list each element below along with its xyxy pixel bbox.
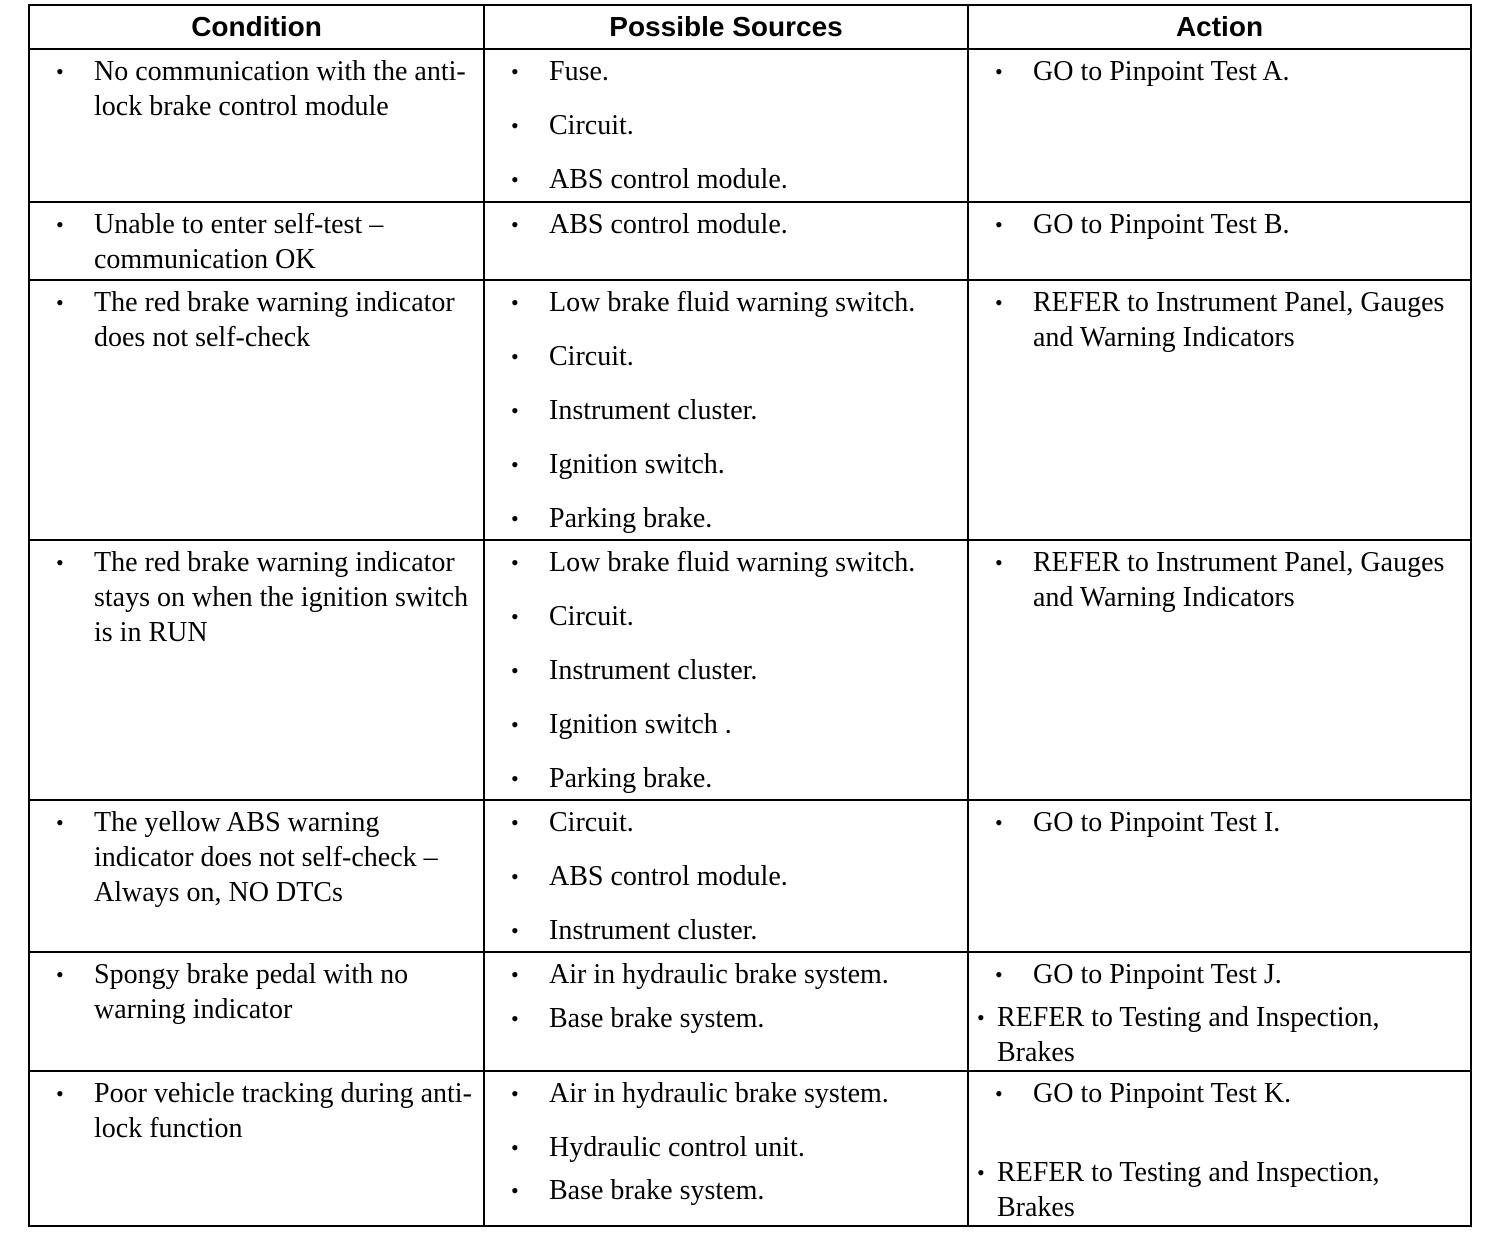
- bullet-icon: •: [511, 167, 519, 192]
- action-cell: [968, 800, 1471, 952]
- bullet-icon: •: [56, 962, 64, 987]
- bullet-icon: •: [511, 290, 519, 315]
- condition-text: No communication with the anti-lock brake control module: [94, 56, 466, 122]
- condition-cell: [29, 280, 484, 540]
- source-text: Air in hydraulic brake system.: [549, 1078, 889, 1109]
- action-text: GO to Pinpoint Test A.: [1033, 56, 1290, 87]
- source-text: Base brake system.: [549, 1175, 765, 1206]
- table-row: [29, 49, 1471, 202]
- action-cell: [968, 202, 1471, 280]
- condition-text: Unable to enter self-test – communication OK: [94, 209, 384, 275]
- condition-cell: [29, 49, 484, 202]
- source-text: ABS control module.: [549, 209, 788, 240]
- action-text: GO to Pinpoint Test B.: [1033, 209, 1290, 240]
- source-item: [485, 108, 967, 143]
- bullet-icon: •: [511, 1178, 519, 1203]
- condition-text: The yellow ABS warning indicator does not self-check – Always on, NO DTCs: [94, 807, 438, 908]
- bullet-icon: •: [511, 550, 519, 575]
- condition-cell: [29, 202, 484, 280]
- source-item: [485, 1130, 967, 1165]
- action-item: [969, 1076, 1470, 1111]
- source-text: Base brake system.: [549, 1003, 765, 1034]
- source-item: [485, 285, 967, 320]
- bullet-icon: •: [511, 113, 519, 138]
- sources-cell: [484, 540, 968, 800]
- bullet-icon: •: [995, 550, 1003, 575]
- bullet-icon: •: [511, 712, 519, 737]
- source-text: Air in hydraulic brake system.: [549, 959, 889, 990]
- action-text: REFER to Testing and Inspection, Brakes: [997, 1157, 1380, 1223]
- diagnosis-table: [28, 4, 1472, 1227]
- source-item: [485, 501, 967, 536]
- source-text: Circuit.: [549, 601, 634, 632]
- bullet-icon: •: [977, 1160, 985, 1185]
- source-text: Instrument cluster.: [549, 915, 758, 946]
- action-item: [969, 54, 1470, 89]
- source-item: [485, 447, 967, 482]
- source-item: [485, 707, 967, 742]
- source-item: [485, 653, 967, 688]
- table-row: [29, 952, 1471, 1071]
- source-item: [485, 599, 967, 634]
- action-text: GO to Pinpoint Test K.: [1033, 1078, 1292, 1109]
- action-cell: [968, 49, 1471, 202]
- bullet-icon: •: [511, 212, 519, 237]
- source-text: Ignition switch.: [549, 449, 725, 480]
- bullet-icon: •: [511, 398, 519, 423]
- action-item: [969, 285, 1470, 355]
- condition-cell: [29, 540, 484, 800]
- bullet-icon: •: [511, 918, 519, 943]
- bullet-icon: •: [511, 506, 519, 531]
- table-row: [29, 800, 1471, 952]
- bullet-icon: •: [995, 962, 1003, 987]
- action-cell: [968, 952, 1471, 1071]
- source-text: ABS control module.: [549, 861, 788, 892]
- bullet-icon: •: [511, 658, 519, 683]
- condition-item: [30, 207, 483, 277]
- bullet-icon: •: [511, 1135, 519, 1160]
- source-item: [485, 1173, 967, 1208]
- source-item: [485, 1001, 967, 1036]
- bullet-icon: •: [995, 212, 1003, 237]
- action-text: REFER to Instrument Panel, Gauges and Warning Indicators: [1033, 547, 1445, 613]
- condition-item: [30, 54, 483, 124]
- bullet-icon: •: [56, 550, 64, 575]
- sources-cell: [484, 1071, 968, 1226]
- source-item: [485, 207, 967, 242]
- header-row: [29, 5, 1471, 49]
- condition-text: Spongy brake pedal with no warning indicator: [94, 959, 409, 1025]
- sources-cell: [484, 49, 968, 202]
- source-text: Instrument cluster.: [549, 395, 758, 426]
- condition-item: [30, 1076, 483, 1146]
- bullet-icon: •: [977, 1005, 985, 1030]
- source-text: ABS control module.: [549, 164, 788, 195]
- header-action: Action: [968, 5, 1471, 49]
- source-text: Hydraulic control unit.: [549, 1132, 805, 1163]
- action-cell: [968, 540, 1471, 800]
- source-item: [485, 162, 967, 197]
- table-row: [29, 280, 1471, 540]
- header-condition: Condition: [29, 5, 484, 49]
- bullet-icon: •: [511, 810, 519, 835]
- condition-text: Poor vehicle tracking during anti-lock function: [94, 1078, 472, 1144]
- bullet-icon: •: [511, 452, 519, 477]
- source-item: [485, 339, 967, 374]
- diagnosis-table-wrap: [28, 4, 1470, 1227]
- action-text: GO to Pinpoint Test I.: [1033, 807, 1281, 838]
- source-text: Circuit.: [549, 807, 634, 838]
- source-item: [485, 913, 967, 948]
- action-item: [969, 1155, 1470, 1225]
- condition-item: [30, 285, 483, 355]
- action-cell: [968, 1071, 1471, 1226]
- source-text: Fuse.: [549, 56, 609, 87]
- source-text: Circuit.: [549, 110, 634, 141]
- action-item: [969, 1000, 1470, 1070]
- source-item: [485, 761, 967, 796]
- source-item: [485, 805, 967, 840]
- source-text: Low brake fluid warning switch.: [549, 287, 916, 318]
- bullet-icon: •: [511, 604, 519, 629]
- bullet-icon: •: [56, 59, 64, 84]
- bullet-icon: •: [995, 290, 1003, 315]
- source-item: [485, 1076, 967, 1111]
- action-cell: [968, 280, 1471, 540]
- action-item: [969, 207, 1470, 242]
- condition-cell: [29, 952, 484, 1071]
- bullet-icon: •: [511, 59, 519, 84]
- source-item: [485, 957, 967, 992]
- action-text: GO to Pinpoint Test J.: [1033, 959, 1282, 990]
- condition-item: [30, 957, 483, 1027]
- source-item: [485, 545, 967, 580]
- sources-cell: [484, 202, 968, 280]
- table-row: [29, 1071, 1471, 1226]
- source-text: Instrument cluster.: [549, 655, 758, 686]
- bullet-icon: •: [995, 59, 1003, 84]
- bullet-icon: •: [511, 864, 519, 889]
- condition-item: [30, 545, 483, 650]
- action-item: [969, 545, 1470, 615]
- condition-cell: [29, 800, 484, 952]
- source-item: [485, 54, 967, 89]
- source-text: Parking brake.: [549, 503, 713, 534]
- source-text: Low brake fluid warning switch.: [549, 547, 916, 578]
- source-item: [485, 859, 967, 894]
- bullet-icon: •: [56, 290, 64, 315]
- sources-cell: [484, 800, 968, 952]
- bullet-icon: •: [995, 1081, 1003, 1106]
- source-text: Parking brake.: [549, 763, 713, 794]
- condition-text: The red brake warning indicator does not self-check: [94, 287, 455, 353]
- condition-item: [30, 805, 483, 910]
- source-text: Circuit.: [549, 341, 634, 372]
- action-text: REFER to Testing and Inspection, Brakes: [997, 1002, 1380, 1068]
- bullet-icon: •: [511, 1006, 519, 1031]
- bullet-icon: •: [995, 810, 1003, 835]
- bullet-icon: •: [511, 962, 519, 987]
- sources-cell: [484, 952, 968, 1071]
- header-possible-sources: Possible Sources: [484, 5, 968, 49]
- condition-text: The red brake warning indicator stays on when the ignition switch is in RUN: [94, 547, 469, 648]
- bullet-icon: •: [56, 212, 64, 237]
- action-item: [969, 957, 1470, 992]
- action-item: [969, 805, 1470, 840]
- action-text: REFER to Instrument Panel, Gauges and Warning Indicators: [1033, 287, 1445, 353]
- bullet-icon: •: [56, 1081, 64, 1106]
- condition-cell: [29, 1071, 484, 1226]
- bullet-icon: •: [511, 766, 519, 791]
- bullet-icon: •: [511, 344, 519, 369]
- source-text: Ignition switch .: [549, 709, 732, 740]
- sources-cell: [484, 280, 968, 540]
- table-row: [29, 202, 1471, 280]
- bullet-icon: •: [511, 1081, 519, 1106]
- source-item: [485, 393, 967, 428]
- table-row: [29, 540, 1471, 800]
- bullet-icon: •: [56, 810, 64, 835]
